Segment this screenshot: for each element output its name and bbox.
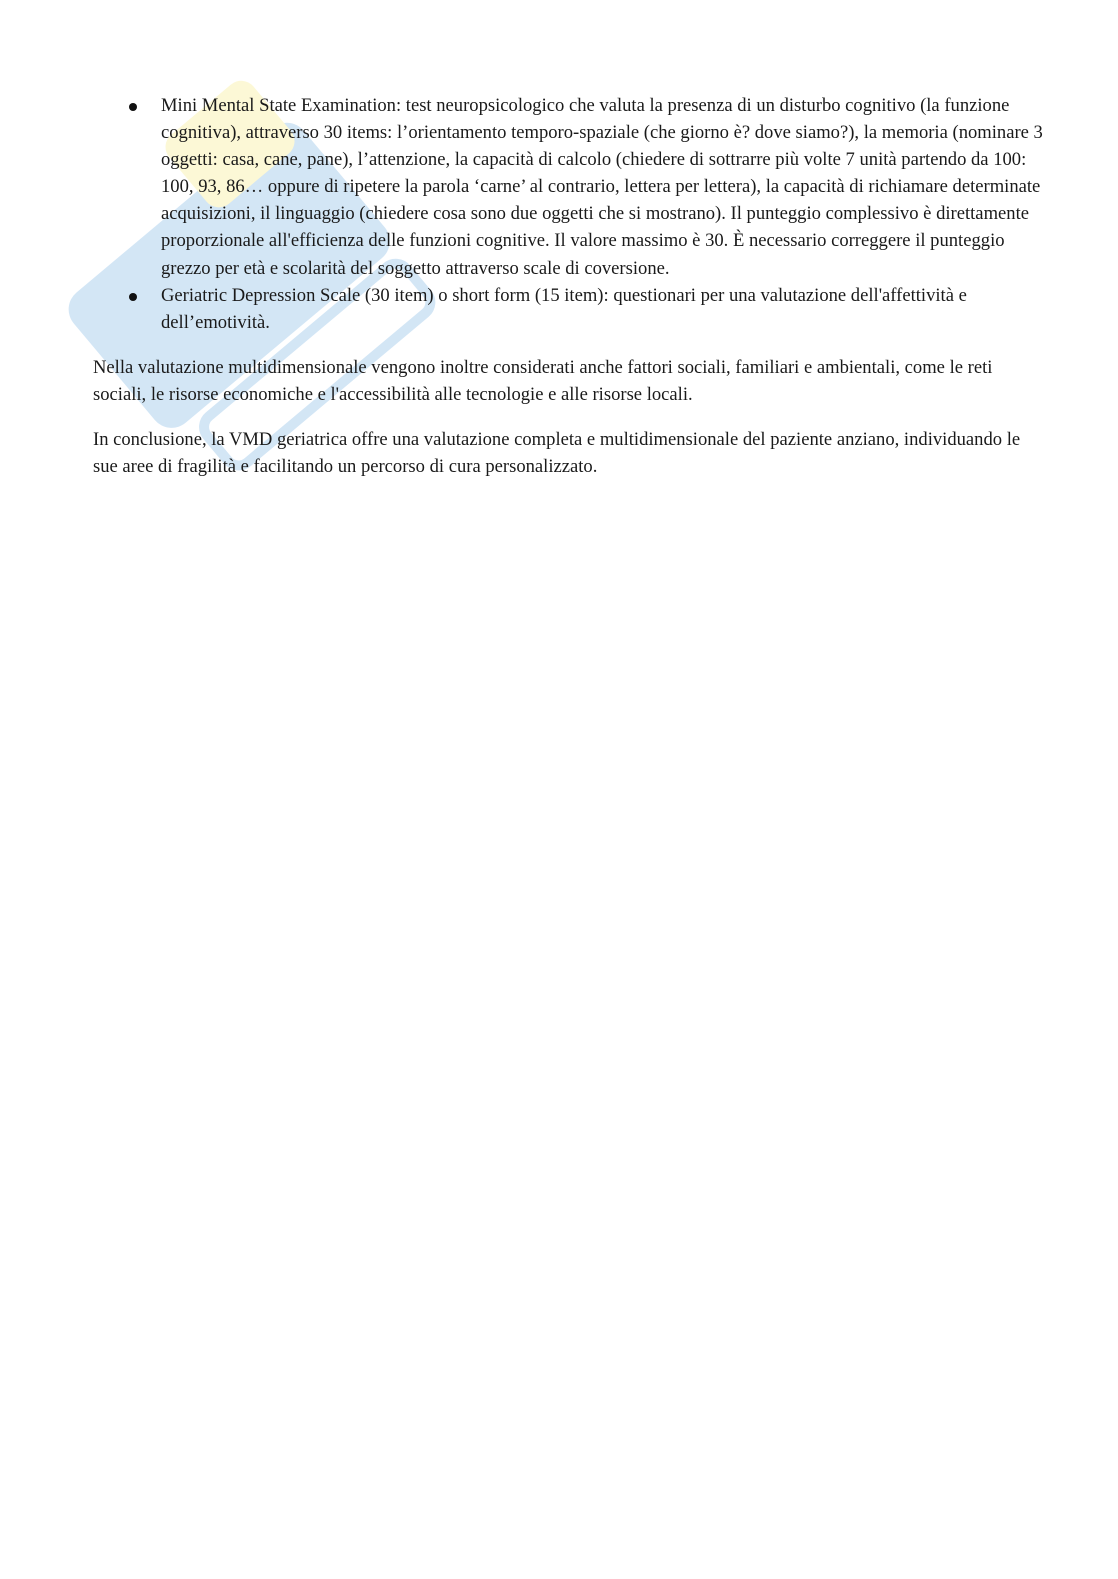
- gds-item-text: Geriatric Depression Scale (30 item) o short form (15 item): questionari per una valutazione dell'affettività e dell’emotività.: [161, 284, 967, 333]
- mmse-item-text: Mini Mental State Examination: test neuropsicologico che valuta la presenza di un disturbo cognitivo (la funzione cognitiva), attraverso 30 items: l’orientamento temporo-spaziale (che giorno è? dove siamo?), la memoria (nominare 3 oggetti: casa, cane, pane), l’attenzione, la capacità di calcolo (chiedere di sottrarre più volte 7 unità partendo da 100: 100, 93, 86… oppure di ripetere la parola ‘carne’ al contrario, lettera per lettera), la capacità di richiamare determinate acquisizioni, il linguaggio (chiedere cosa sono due oggetti che si mostrano). Il punteggio complessivo è direttamente proporzionale all'efficienza delle funzioni cognitive. Il valore massimo è 30. È necessario correggere il punteggio grezzo per età e scolarità del soggetto attraverso scale di coversione.: [161, 95, 1043, 279]
- document-body: [93, 92, 1043, 480]
- list-item: [93, 92, 1043, 282]
- bullet-icon: [129, 103, 137, 111]
- bullet-list: [93, 92, 1043, 336]
- social-factors-paragraph: Nella valutazione multidimensionale vengono inoltre considerati anche fattori sociali, familiari e ambientali, come le reti sociali, le risorse economiche e l'accessibilità alle tecnologie e alle risorse locali.: [93, 356, 993, 405]
- bullet-icon: [129, 293, 137, 301]
- conclusion-paragraph: In conclusione, la VMD geriatrica offre una valutazione completa e multidimensionale del paziente anziano, individuando le sue aree di fragilità e facilitando un percorso di cura personalizzato.: [93, 429, 1021, 478]
- list-item: [93, 282, 1043, 336]
